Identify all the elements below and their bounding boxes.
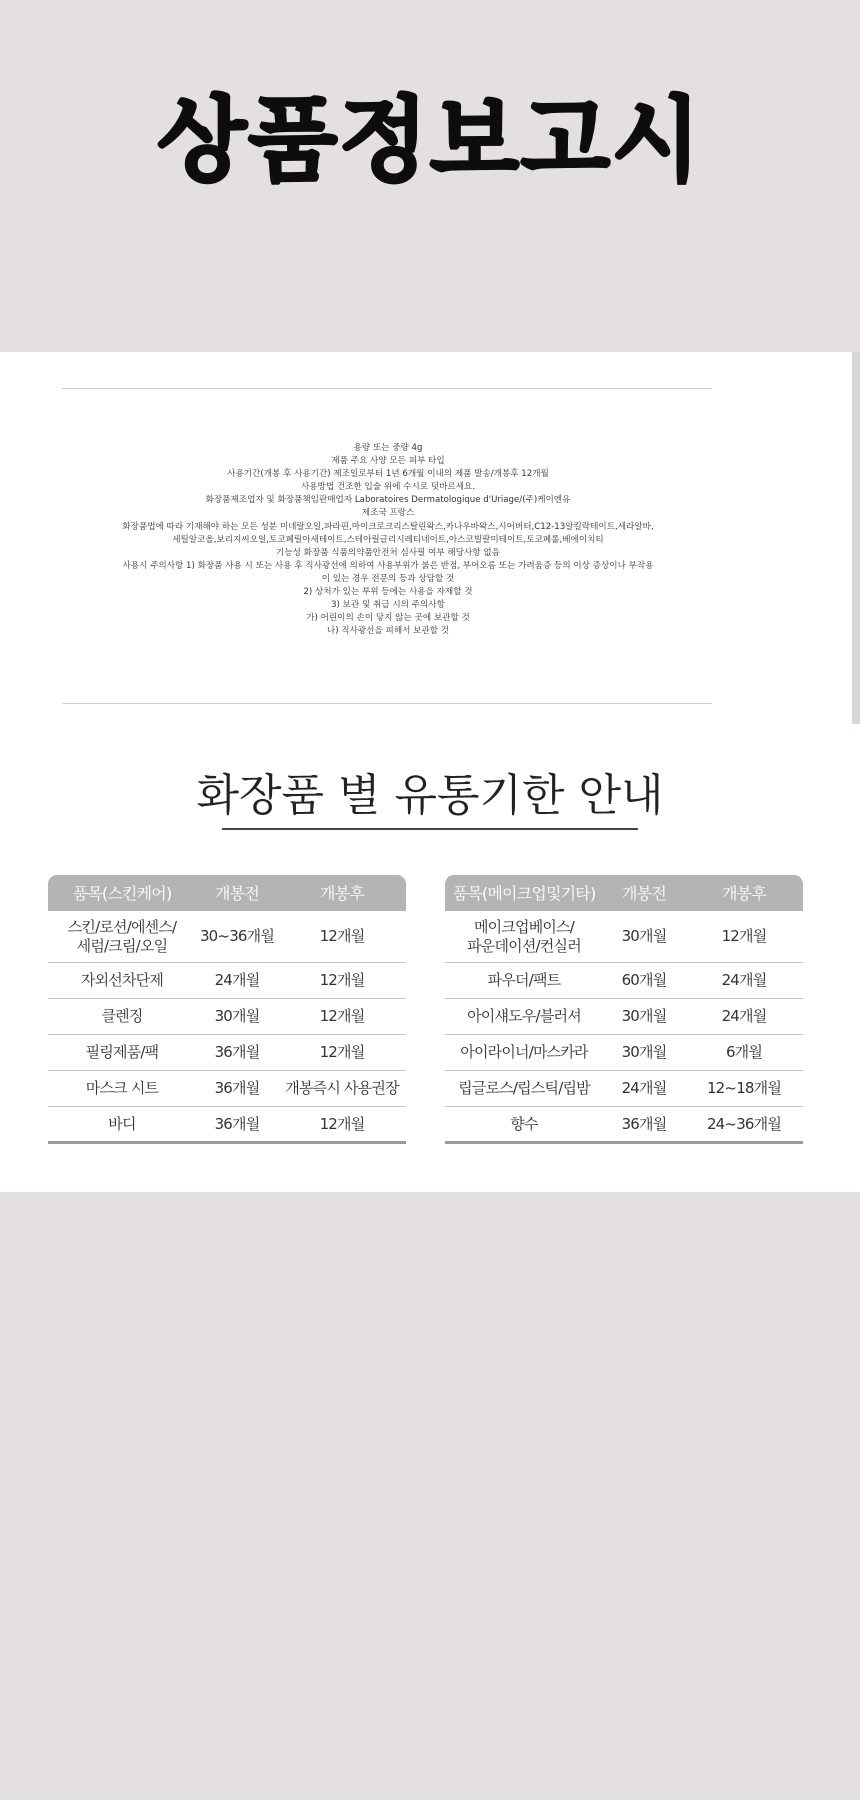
table-header [445, 875, 803, 911]
after-cell: 12개월 [319, 927, 365, 945]
table-row [48, 1107, 406, 1144]
after-cell: 24~36개월 [706, 1114, 782, 1133]
item-cell: 필링제품/팩 [85, 1043, 159, 1061]
top-divider [62, 388, 712, 389]
after-cell: 12개월 [721, 927, 767, 945]
product-info-panel [0, 352, 852, 724]
after-cell: 12개월 [319, 1043, 365, 1061]
before-cell: 36개월 [214, 1043, 260, 1061]
after-cell: 6개월 [725, 1043, 763, 1061]
before-cell: 30개월 [621, 1007, 667, 1025]
before-cell: 24개월 [621, 1079, 667, 1097]
shelf-life-section [0, 724, 860, 1192]
before-cell: 36개월 [621, 1114, 667, 1133]
item-cell: 메이크업베이스/ 파운데이션/컨실러 [467, 917, 581, 955]
info-line: 제조국 프랑스 [361, 508, 415, 519]
info-line: 가) 어린이의 손이 닿지 않는 곳에 보관할 것 [306, 613, 470, 624]
table-row [445, 1107, 803, 1144]
table-row [445, 999, 803, 1035]
header-after-opening: 개봉후 [320, 883, 364, 903]
table-row [48, 911, 406, 963]
before-cell: 30개월 [621, 927, 667, 945]
after-cell: 12개월 [319, 1114, 365, 1133]
table-row [48, 963, 406, 999]
table-row [445, 1035, 803, 1071]
info-line: 제품 주요 사양 모든 피부 타입 [331, 456, 445, 467]
title-banner [0, 0, 860, 352]
after-cell: 12개월 [319, 971, 365, 989]
info-line: 사용시 주의사항 1) 화장품 사용 시 또는 사용 후 직사광선에 의하여 사용부위가 붉은 반점, 부어오름 또는 가려움증 등의 이상 증상이나 부작용 [122, 560, 654, 571]
after-cell: 12~18개월 [706, 1079, 782, 1097]
table-row [445, 911, 803, 963]
after-cell: 24개월 [721, 1007, 767, 1025]
scrollbar[interactable] [852, 352, 860, 724]
after-cell: 12개월 [319, 1007, 365, 1025]
table-row [48, 1035, 406, 1071]
item-cell: 스킨/로션/에센스/ 세럼/크림/오일 [67, 917, 177, 955]
table-row [445, 1071, 803, 1107]
item-cell: 자외선차단제 [80, 971, 164, 989]
info-line: 2) 상처가 있는 부위 등에는 사용을 자제할 것 [303, 587, 473, 598]
info-line: 화장품제조업자 및 화장품책임판매업자 Laboratoires Dermatologique d'Uriage/(주)케이엔유 [205, 495, 571, 506]
item-cell: 립글로스/립스틱/립밤 [458, 1079, 590, 1097]
table-row [445, 963, 803, 999]
info-line: 세틸알코올,보리지씨오일,토코페릴아세테이트,스테아릴글리시레티네이트,아스코빌팔미테이트,토코페롤,베에이치티 [172, 534, 604, 545]
header-item: 품목(스킨케어) [72, 883, 172, 903]
before-cell: 30개월 [214, 1007, 260, 1025]
product-info-text [58, 442, 718, 638]
item-cell: 바디 [108, 1114, 136, 1133]
before-cell: 36개월 [214, 1079, 260, 1097]
header-before-opening: 개봉전 [215, 883, 259, 903]
page-title: 상품정보고시 [157, 87, 703, 194]
after-cell: 개봉즉시 사용권장 [285, 1079, 399, 1097]
info-line: 3) 보관 및 취급 시의 주의사항 [331, 600, 445, 611]
info-line: 나) 직사광선을 피해서 보관할 것 [326, 626, 450, 637]
header-before-opening: 개봉전 [622, 883, 666, 903]
table-header [48, 875, 406, 911]
info-line: 사용방법 건조한 입술 위에 수시로 덧바르세요. [300, 482, 476, 493]
info-line: 기능성 화장품 식품의약품안전처 심사필 여부 해당사항 없음 [276, 547, 500, 558]
title-underline [222, 828, 638, 830]
before-cell: 30~36개월 [199, 927, 275, 945]
before-cell: 36개월 [214, 1114, 260, 1133]
info-line: 사용기간(개봉 후 사용기간) 제조일로부터 1년 6개월 이내의 제품 발송/개봉후 12개월 [227, 469, 549, 480]
table-row [48, 999, 406, 1035]
item-cell: 아이라이너/마스카라 [460, 1043, 588, 1061]
before-cell: 24개월 [214, 971, 260, 989]
item-cell: 아이섀도우/블러셔 [467, 1007, 581, 1025]
before-cell: 60개월 [621, 971, 667, 989]
header-after-opening: 개봉후 [722, 883, 766, 903]
info-line: 용량 또는 중량 4g [353, 443, 423, 453]
bottom-divider [62, 703, 712, 704]
before-cell: 30개월 [621, 1043, 667, 1061]
info-line: 이 있는 경우 전문의 등과 상담할 것 [321, 573, 455, 584]
skincare-table [48, 875, 406, 1144]
table-row [48, 1071, 406, 1107]
item-cell: 클렌징 [101, 1007, 143, 1025]
item-cell: 마스크 시트 [85, 1079, 159, 1097]
makeup-table [445, 875, 803, 1144]
after-cell: 24개월 [721, 971, 767, 989]
info-line: 화장품법에 따라 기재해야 하는 모든 성분 미네랄오일,파라핀,마이크로크리스탈린왁스,카나우바왁스,시어버터,C12-13알킬락테이트,세라알바, [122, 521, 654, 532]
shelf-life-title: 화장품 별 유통기한 안내 [196, 770, 664, 821]
item-cell: 파우더/팩트 [487, 971, 561, 989]
header-item: 품목(메이크업및기타) [452, 883, 596, 903]
item-cell: 향수 [510, 1114, 538, 1133]
